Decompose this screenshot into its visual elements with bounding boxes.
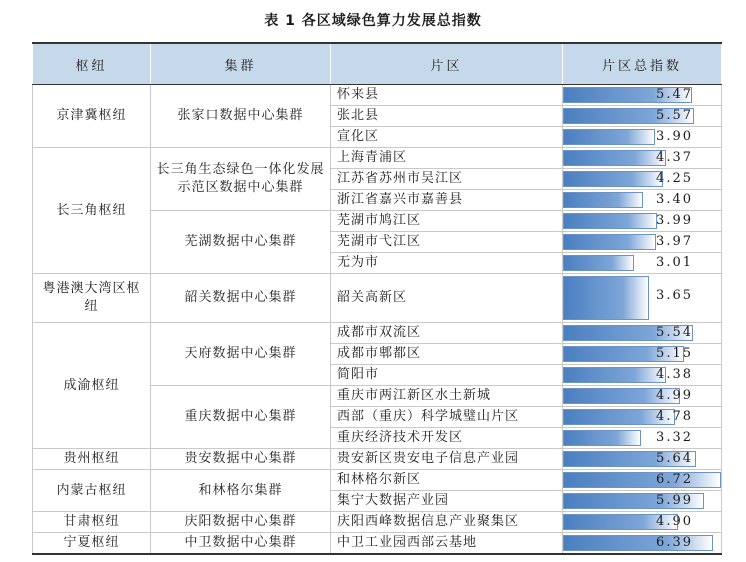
zone-cell: 无为市: [331, 253, 563, 274]
header-cluster: 集群: [151, 43, 331, 85]
index-value: 3.65: [656, 288, 693, 303]
table-row: [33, 323, 722, 344]
index-value: 5.57: [656, 108, 693, 123]
index-value: 5.54: [656, 325, 693, 340]
table-row: [33, 148, 722, 169]
table-row: [33, 449, 722, 470]
index-bar: [563, 213, 657, 229]
table-row: [33, 274, 722, 323]
index-value: 6.72: [656, 472, 693, 487]
index-value: 4.99: [656, 388, 693, 403]
cluster-cell: 庆阳数据中心集群: [151, 512, 331, 533]
header-zone: 片区: [331, 43, 563, 85]
index-cell: [563, 386, 722, 407]
index-table: [32, 42, 722, 555]
header-hub: 枢纽: [33, 43, 151, 85]
index-bar: [563, 150, 666, 166]
hub-cell: 京津冀枢纽: [33, 85, 151, 148]
index-bar: [563, 234, 656, 250]
hub-cell: 内蒙古枢纽: [33, 470, 151, 512]
index-value: 5.64: [656, 451, 693, 466]
header-index: 片区总指数: [563, 43, 722, 85]
index-cell: [563, 449, 722, 470]
zone-cell: 集宁大数据产业园: [331, 491, 563, 512]
table-title: 表 1 各区域绿色算力发展总指数: [264, 13, 482, 29]
index-cell: [563, 533, 722, 555]
zone-cell: 张北县: [331, 106, 563, 127]
index-cell: [563, 491, 722, 512]
index-value: 3.99: [656, 213, 693, 228]
index-cell: [563, 190, 722, 211]
zone-cell: 上海青浦区: [331, 148, 563, 169]
index-value: 4.78: [656, 409, 693, 424]
index-cell: [563, 127, 722, 148]
index-value: 5.99: [656, 493, 693, 508]
hub-cell: 长三角枢纽: [33, 148, 151, 274]
index-cell: [563, 365, 722, 386]
zone-cell: 浙江省嘉兴市嘉善县: [331, 190, 563, 211]
table-row: [33, 533, 722, 555]
hub-cell: 甘肃枢纽: [33, 512, 151, 533]
index-cell: [563, 407, 722, 428]
index-value: 3.01: [656, 255, 693, 270]
index-bar: [563, 255, 634, 271]
cluster-cell: 长三角生态绿色一体化发展示范区数据中心集群: [151, 148, 331, 211]
index-bar: [563, 129, 655, 145]
index-value: 4.90: [656, 514, 693, 529]
cluster-cell: 韶关数据中心集群: [151, 274, 331, 323]
index-value: 3.32: [656, 430, 693, 445]
cluster-cell: 重庆数据中心集群: [151, 386, 331, 449]
index-cell: [563, 470, 722, 491]
index-bar: [563, 192, 643, 208]
zone-cell: 重庆市两江新区水土新城: [331, 386, 563, 407]
cluster-cell: 芜湖数据中心集群: [151, 211, 331, 274]
index-value: 5.47: [656, 87, 693, 102]
index-value: 3.90: [656, 129, 693, 144]
zone-cell: 怀来县: [331, 85, 563, 106]
index-bar: [563, 430, 641, 446]
zone-cell: 贵安新区贵安电子信息产业园: [331, 449, 563, 470]
cluster-cell: 天府数据中心集群: [151, 323, 331, 386]
zone-cell: 成都市双流区: [331, 323, 563, 344]
zone-cell: 成都市郫都区: [331, 344, 563, 365]
zone-cell: 庆阳西峰数据信息产业聚集区: [331, 512, 563, 533]
index-cell: [563, 253, 722, 274]
index-bar: [563, 472, 721, 488]
zone-cell: 和林格尔新区: [331, 470, 563, 491]
index-bar: [563, 171, 663, 187]
table-row: [33, 512, 722, 533]
zone-cell: 宣化区: [331, 127, 563, 148]
hub-cell: 宁夏枢纽: [33, 533, 151, 555]
index-cell: [563, 169, 722, 190]
index-cell: [563, 428, 722, 449]
table-row: [33, 85, 722, 106]
index-value: 5.15: [656, 346, 693, 361]
index-cell: [563, 232, 722, 253]
index-value: 3.97: [656, 234, 693, 249]
cluster-cell: 张家口数据中心集群: [151, 85, 331, 148]
index-value: 3.40: [656, 192, 693, 207]
zone-cell: 韶关高新区: [331, 274, 563, 323]
index-cell: [563, 344, 722, 365]
zone-cell: 重庆经济技术开发区: [331, 428, 563, 449]
table-row: [33, 470, 722, 491]
cluster-cell: 和林格尔集群: [151, 470, 331, 512]
index-value: 6.39: [656, 535, 693, 550]
index-cell: [563, 106, 722, 127]
cluster-cell: 贵安数据中心集群: [151, 449, 331, 470]
hub-cell: 成渝枢纽: [33, 323, 151, 449]
index-cell: [563, 148, 722, 169]
hub-cell: 粤港澳大湾区枢纽: [33, 274, 151, 323]
index-cell: [563, 85, 722, 106]
index-value: 4.37: [656, 150, 693, 165]
index-cell: [563, 323, 722, 344]
index-cell: [563, 211, 722, 232]
index-bar: [563, 276, 649, 320]
zone-cell: 芜湖市鸠江区: [331, 211, 563, 232]
zone-cell: 芜湖市弋江区: [331, 232, 563, 253]
index-value: 4.38: [656, 367, 693, 382]
hub-cell: 贵州枢纽: [33, 449, 151, 470]
header-row: [33, 43, 722, 85]
zone-cell: 中卫工业园西部云基地: [331, 533, 563, 555]
index-cell: [563, 512, 722, 533]
index-value: 4.25: [656, 171, 693, 186]
cluster-cell: 中卫数据中心集群: [151, 533, 331, 555]
zone-cell: 江苏省苏州市吴江区: [331, 169, 563, 190]
index-bar: [563, 367, 666, 383]
zone-cell: 简阳市: [331, 365, 563, 386]
zone-cell: 西部（重庆）科学城璧山片区: [331, 407, 563, 428]
index-cell: [563, 274, 722, 323]
